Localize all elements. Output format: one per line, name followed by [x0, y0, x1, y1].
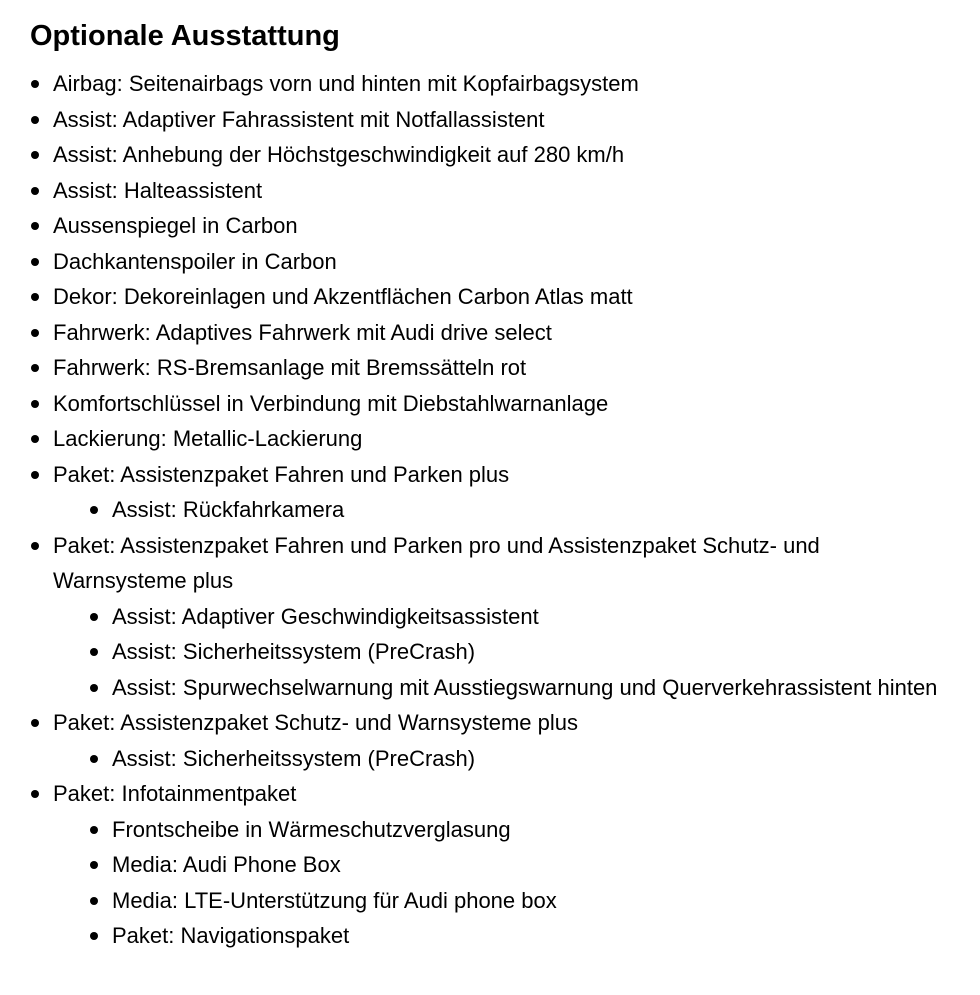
page-title: Optionale Ausstattung — [30, 20, 340, 52]
list-item — [0, 386, 943, 422]
sub-list — [53, 599, 943, 706]
sub-list-item: Frontscheibe in Wärmeschutzverglasung — [53, 812, 943, 848]
list-item — [0, 137, 943, 173]
list-item — [0, 350, 943, 386]
sub-list — [53, 492, 943, 528]
list-item-label: Paket: Infotainmentpaket — [53, 781, 297, 806]
list-item-label: Dachkantenspoiler in Carbon — [53, 248, 337, 274]
list-item-label: Aussenspiegel in Carbon — [53, 213, 298, 238]
list-item-label: Paket: Assistenzpaket Schutz- und Warnsysteme plus — [53, 710, 578, 735]
list-item — [0, 173, 943, 209]
list-item — [0, 457, 943, 528]
list-item-label: Fahrwerk: RS-Bremsanlage mit Bremssätteln rot — [53, 355, 527, 380]
sub-list-item: Assist: Sicherheitssystem (PreCrash) — [53, 741, 943, 777]
sub-list-item: Paket: Navigationspaket — [53, 918, 943, 954]
list-item — [0, 315, 943, 351]
equipment-list — [0, 66, 943, 954]
list-item-label: Lackierung: Metallic-Lackierung — [53, 426, 363, 451]
sub-list — [53, 812, 943, 954]
sub-list-item: Assist: Sicherheitssystem (PreCrash) — [53, 634, 943, 670]
sub-list-item: Media: Audi Phone Box — [53, 847, 943, 883]
list-item — [0, 208, 943, 244]
list-item-label: Fahrwerk: Adaptives Fahrwerk mit Audi drive select — [53, 319, 552, 345]
list-item-label: Paket: Assistenzpaket Fahren und Parken plus — [53, 461, 510, 487]
list-item — [0, 528, 943, 706]
sub-list-item: Media: LTE-Unterstützung für Audi phone box — [53, 883, 943, 919]
list-item — [0, 279, 943, 315]
list-item — [0, 776, 943, 954]
list-item — [0, 244, 943, 280]
list-item-label: Assist: Adaptiver Fahrassistent mit Notfallassistent — [53, 106, 545, 132]
sub-list-item: Assist: Adaptiver Geschwindigkeitsassistent — [53, 599, 943, 635]
list-item-label: Dekor: Dekoreinlagen und Akzentflächen Carbon Atlas matt — [53, 284, 633, 309]
list-item — [0, 421, 943, 457]
sub-list — [53, 741, 943, 777]
list-item — [0, 102, 943, 138]
list-item-label: Airbag: Seitenairbags vorn und hinten mit Kopfairbagsystem — [53, 71, 639, 96]
list-item-label: Paket: Assistenzpaket Fahren und Parken pro und Assistenzpaket Schutz- und Warnsysteme plus — [53, 532, 820, 593]
list-item — [0, 705, 943, 776]
sub-list-item: Assist: Spurwechselwarnung mit Ausstiegswarnung und Querverkehrassistent hinten — [53, 670, 943, 706]
list-item-label: Komfortschlüssel in Verbindung mit Diebstahlwarnanlage — [53, 390, 609, 416]
list-item — [0, 66, 943, 102]
list-item-label: Assist: Halteassistent — [53, 177, 263, 203]
sub-list-item: Assist: Rückfahrkamera — [53, 492, 943, 528]
list-item-label: Assist: Anhebung der Höchstgeschwindigkeit auf 280 km/h — [53, 142, 625, 167]
